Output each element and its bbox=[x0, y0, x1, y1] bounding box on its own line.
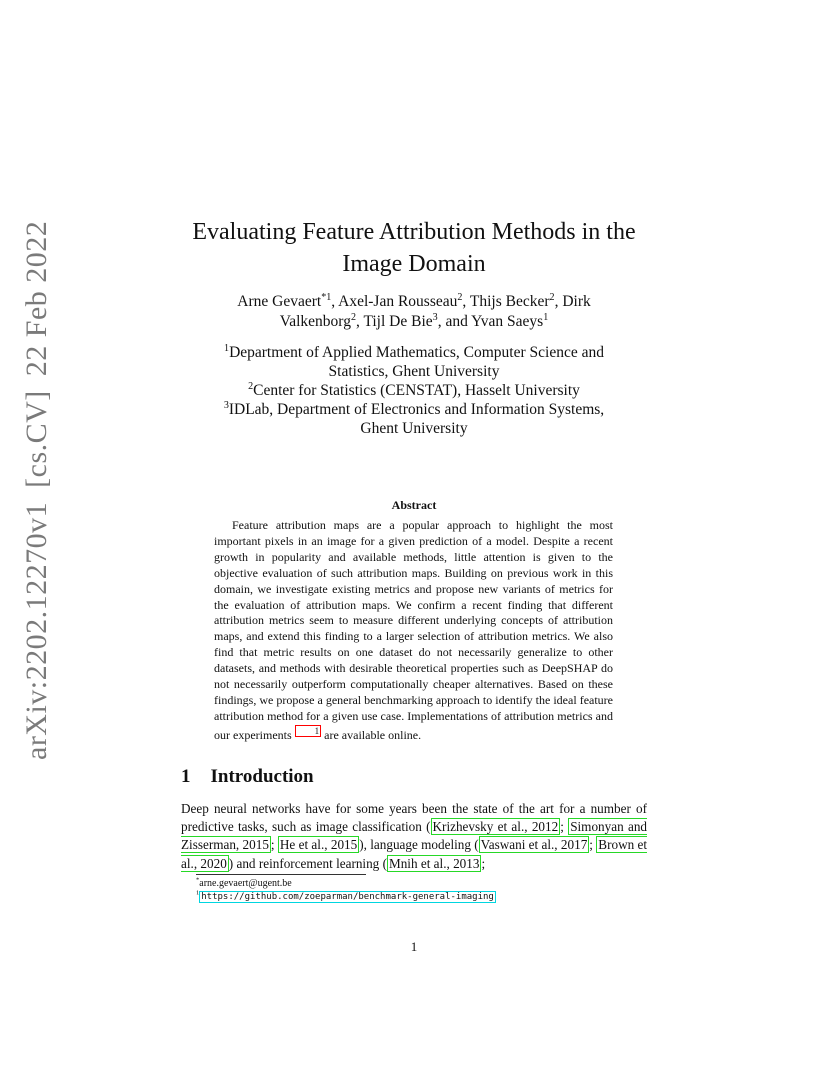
arxiv-stamp bbox=[20, 207, 54, 760]
citation-link[interactable]: Simonyan and Zisserman, 2015 bbox=[181, 819, 648, 853]
citation-link[interactable]: Krizhevsky et al., 2012 bbox=[432, 819, 559, 835]
author-name: , Axel-Jan Rousseau bbox=[331, 293, 458, 310]
author-mark: 3 bbox=[432, 311, 438, 323]
github-url-link[interactable]: https://github.com/zoeparman/benchmark-general-imaging bbox=[201, 892, 494, 902]
author-name: , and Yvan Saeys bbox=[437, 313, 544, 330]
citation-link[interactable]: He et al., 2015 bbox=[279, 837, 358, 853]
page-number: 1 bbox=[410, 939, 418, 954]
citation-link[interactable]: Mnih et al., 2013 bbox=[388, 855, 480, 871]
body-text: ; bbox=[270, 837, 278, 853]
citation-link[interactable]: Brown et al., 2020 bbox=[181, 837, 648, 871]
affiliation-line: Ghent University bbox=[360, 420, 468, 437]
affiliation-line: Statistics, Ghent University bbox=[328, 363, 500, 380]
author-mark: 2 bbox=[549, 291, 555, 303]
citation-link[interactable]: Vaswani et al., 2017 bbox=[480, 837, 588, 853]
author-name: , Tijl De Bie bbox=[355, 313, 433, 330]
author-mark: *1 bbox=[321, 291, 332, 303]
arxiv-id: arXiv:2202.12270v1 bbox=[20, 501, 53, 760]
section-title: Introduction bbox=[210, 766, 314, 787]
author-name: Arne Gevaert bbox=[237, 293, 322, 310]
footnote-email-text: arne.gevaert@ugent.be bbox=[199, 878, 292, 889]
author-name: , Thijs Becker bbox=[462, 293, 550, 310]
body-text: ), language modeling ( bbox=[359, 837, 479, 853]
affiliation-line: Center for Statistics (CENSTAT), Hasselt University bbox=[253, 382, 580, 399]
section-number: 1 bbox=[181, 766, 191, 787]
affiliation-line: Department of Applied Mathematics, Computer Science and bbox=[229, 344, 604, 361]
author-list bbox=[190, 292, 638, 332]
footnotes bbox=[196, 877, 496, 904]
body-text: ) and reinforcement learning ( bbox=[228, 855, 387, 871]
body-text: Deep neural networks have for some years been the state of the art for a number of predictive tasks, such as image classification ( bbox=[181, 801, 647, 835]
intro-paragraph bbox=[181, 800, 647, 873]
title-line-1: Evaluating Feature Attribution Methods in the bbox=[192, 219, 636, 245]
affiliation-mark: 3 bbox=[223, 399, 229, 411]
paper-title bbox=[170, 216, 658, 280]
footnote-rule bbox=[196, 874, 366, 875]
body-text: ; bbox=[589, 837, 597, 853]
abstract-text: Feature attribution maps are a popular approach to highlight the most important pixels in an image for a given prediction of a model. Despite a recent growth in popularity and available methods, little attention is given to the objective evaluation of such attribution maps. Building on previous work in this domain, we investigate existing metrics and propose new variants of metrics for the evaluation of attribution maps. We confirm a recent finding that different attribution metrics seem to measure different underlying concepts of attribution maps, and extend this finding to a larger selection of attribution metrics. We also find that metric results on one dataset do not necessarily generalize to other datasets, and methods with desirable theoretical properties such as DeepSHAP do not necessarily outperform computationally cheaper alternatives. Based on these findings, we propose a general benchmarking approach to identify the ideal feature attribution method for a given use case. Implementations of attribution metrics and our experiments bbox=[214, 518, 613, 742]
author-mark: 1 bbox=[543, 311, 549, 323]
footnote-url bbox=[196, 890, 496, 904]
arxiv-date: 22 Feb 2022 bbox=[20, 220, 53, 377]
author-mark: 2 bbox=[350, 311, 356, 323]
author-mark: 2 bbox=[457, 291, 463, 303]
body-text: ; bbox=[481, 855, 486, 871]
section-heading bbox=[181, 766, 314, 788]
affiliation-line: IDLab, Department of Electronics and Information Systems, bbox=[228, 401, 605, 418]
footnote-email bbox=[196, 877, 496, 890]
footnote-ref-link[interactable]: 1 bbox=[295, 725, 322, 737]
footnote-mark: 1 bbox=[196, 889, 200, 897]
author-name: Valkenborg bbox=[279, 313, 351, 330]
footnote-mark: * bbox=[196, 876, 200, 884]
affiliation-mark: 1 bbox=[224, 342, 230, 354]
affiliation-mark: 2 bbox=[248, 380, 254, 392]
affiliations bbox=[190, 343, 638, 438]
body-text: ; bbox=[560, 819, 569, 835]
abstract-text-end: are available online. bbox=[321, 727, 422, 742]
abstract-heading: Abstract bbox=[391, 498, 437, 512]
arxiv-category: [cs.CV] bbox=[20, 390, 53, 488]
abstract-body bbox=[214, 518, 613, 744]
title-line-2: Image Domain bbox=[342, 251, 486, 277]
author-name: , Dirk bbox=[554, 293, 591, 310]
